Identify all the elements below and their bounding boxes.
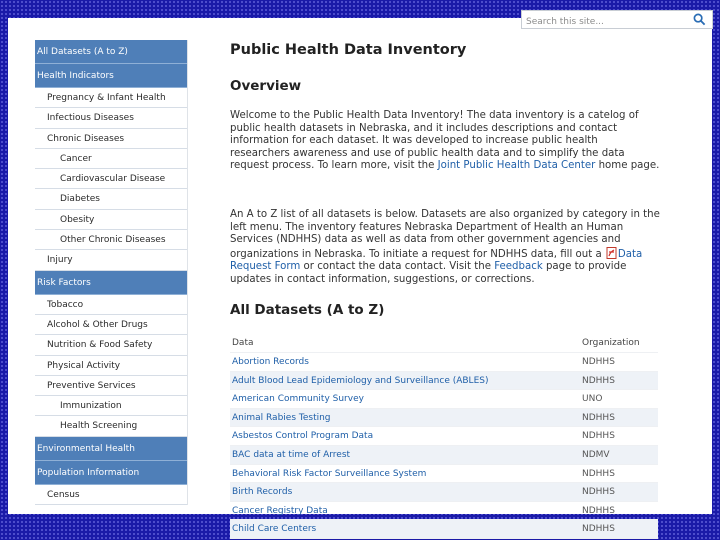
nav-chronic-diseases[interactable]: Chronic Diseases — [35, 129, 187, 149]
data-request-form-link[interactable]: Data Request Form — [230, 248, 643, 273]
dataset-link[interactable]: Adult Blood Lead Epidemiology and Surveillance (ABLES) — [232, 375, 489, 386]
all-datasets-heading: All Datasets (A to Z) — [230, 302, 385, 318]
dataset-org: NDHHS — [582, 468, 615, 479]
datasets-table — [230, 334, 658, 539]
dataset-org: NDHHS — [582, 487, 615, 498]
dataset-link[interactable]: Asbestos Control Program Data — [232, 431, 374, 442]
dataset-org: NDHHS — [582, 375, 615, 386]
nav-cardiovascular-disease[interactable]: Cardiovascular Disease — [35, 169, 187, 189]
pdf-icon — [606, 247, 617, 259]
header-organization: Organization — [582, 338, 640, 348]
nav-other-chronic-diseases[interactable]: Other Chronic Diseases — [35, 230, 187, 250]
header-data: Data — [232, 338, 254, 348]
category-sidebar — [35, 40, 188, 505]
table-row — [230, 483, 658, 502]
table-row — [230, 390, 658, 409]
joint-data-center-link[interactable]: Joint Public Health Data Center — [437, 160, 596, 172]
dataset-link[interactable]: Abortion Records — [232, 357, 309, 367]
dataset-link[interactable]: Animal Rabies Testing — [232, 412, 331, 423]
p2-mid: or contact the data contact. Visit the — [300, 261, 495, 273]
search-icon[interactable] — [693, 13, 706, 26]
table-row — [230, 502, 658, 521]
overview-heading: Overview — [230, 78, 302, 94]
search-input[interactable] — [522, 11, 692, 28]
nav-all-datasets[interactable]: All Datasets (A to Z) — [35, 40, 187, 64]
table-row — [230, 353, 658, 372]
nav-cancer[interactable]: Cancer — [35, 149, 187, 169]
table-row — [230, 465, 658, 484]
dataset-link[interactable]: American Community Survey — [232, 394, 364, 405]
datasets-paragraph — [230, 209, 660, 287]
table-row — [230, 446, 658, 465]
dataset-org: NDHHS — [582, 412, 615, 423]
nav-tobacco[interactable]: Tobacco — [35, 295, 187, 315]
nav-infectious-diseases[interactable]: Infectious Diseases — [35, 108, 187, 128]
p2-text: An A to Z list of all datasets is below. Datasets are also organized by category in the left menu. The inventory features Nebraska Department of Health an Human Services (NDHHS) data as well as data from other government agencies and organizations in Nebraska. To initiate a request for NDHHS data, fill out a — [230, 209, 660, 260]
table-row — [230, 520, 658, 539]
nav-alcohol-other-drugs[interactable]: Alcohol & Other Drugs — [35, 315, 187, 335]
nav-risk-factors[interactable]: Risk Factors — [35, 271, 187, 295]
nav-preventive-services[interactable]: Preventive Services — [35, 376, 187, 396]
nav-environmental-health[interactable]: Environmental Health — [35, 437, 187, 461]
nav-health-screening[interactable]: Health Screening — [35, 416, 187, 436]
nav-obesity[interactable]: Obesity — [35, 210, 187, 230]
nav-immunization[interactable]: Immunization — [35, 396, 187, 416]
dataset-link[interactable]: Birth Records — [232, 487, 293, 498]
page-title: Public Health Data Inventory — [230, 42, 467, 58]
dataset-org: NDHHS — [582, 524, 615, 535]
nav-diabetes[interactable]: Diabetes — [35, 189, 187, 209]
dataset-org: NDHHS — [582, 431, 615, 442]
table-row — [230, 427, 658, 446]
p1-text: Welcome to the Public Health Data Inventory! The data inventory is a catelog of public health datasets in Nebraska, and it includes descriptions and contact information for each dataset. It was developed to increase public health researchers awareness and use of public health data and to simplify the data request process. To learn more, visit the — [230, 110, 639, 172]
dataset-org: UNO — [582, 394, 603, 405]
dataset-org: NDHHS — [582, 357, 615, 367]
nav-census[interactable]: Census — [35, 485, 187, 505]
nav-health-indicators[interactable]: Health Indicators — [35, 64, 187, 88]
dataset-org: NDHHS — [582, 505, 615, 516]
table-row — [230, 409, 658, 428]
nav-physical-activity[interactable]: Physical Activity — [35, 356, 187, 376]
browser-viewport — [8, 18, 712, 535]
dataset-link[interactable]: Behavioral Risk Factor Surveillance System — [232, 468, 427, 479]
nav-population-information[interactable]: Population Information — [35, 461, 187, 485]
nav-pregnancy-infant-health[interactable]: Pregnancy & Infant Health — [35, 88, 187, 108]
table-row — [230, 372, 658, 391]
site-search[interactable] — [521, 10, 713, 29]
nav-nutrition-food-safety[interactable]: Nutrition & Food Safety — [35, 335, 187, 355]
p2-end: page to provide updates in contact information, suggestions, or corrections. — [230, 261, 627, 285]
p1-end: home page. — [595, 160, 660, 172]
dataset-link[interactable]: Child Care Centers — [232, 524, 317, 535]
dataset-org: NDMV — [582, 449, 610, 460]
feedback-link[interactable]: Feedback — [494, 261, 543, 273]
table-header-row — [230, 334, 658, 353]
nav-injury[interactable]: Injury — [35, 250, 187, 270]
dataset-link[interactable]: Cancer Registry Data — [232, 505, 328, 516]
overview-paragraph — [230, 110, 660, 173]
dataset-link[interactable]: BAC data at time of Arrest — [232, 449, 351, 460]
